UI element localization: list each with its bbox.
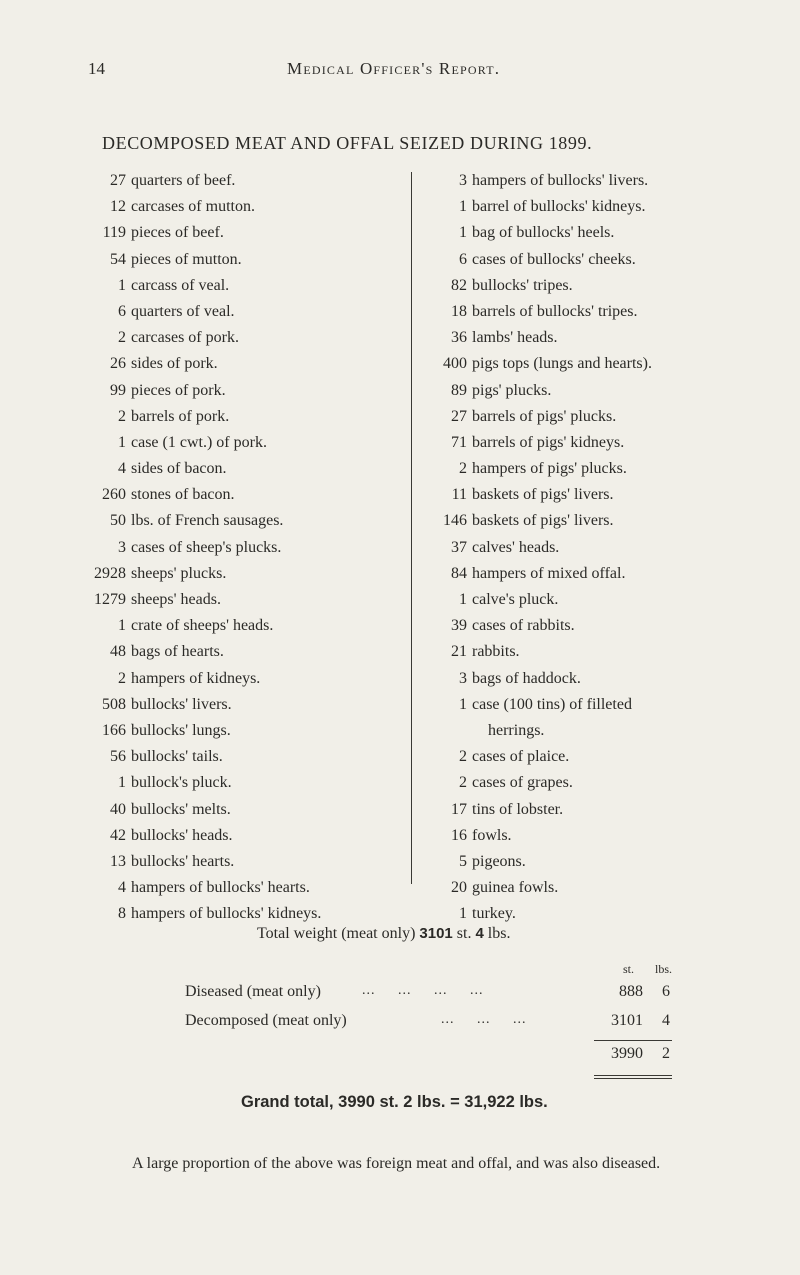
item-quantity: 48: [110, 643, 126, 661]
list-item: [427, 508, 767, 534]
summary-row-st: 3101: [611, 1012, 643, 1029]
item-description: fowls.: [472, 826, 512, 844]
total-weight-lbs: 4: [475, 925, 484, 942]
item-description: pigeons.: [472, 852, 526, 870]
summary-row-label: Diseased (meat only): [185, 983, 321, 1000]
list-item: [427, 273, 767, 299]
list-item: [82, 718, 410, 744]
item-quantity: 50: [110, 512, 126, 530]
item-description: bullocks' livers.: [131, 695, 232, 713]
total-weight-stones: 3101: [419, 925, 453, 942]
item-quantity: 39: [451, 617, 467, 635]
item-quantity: 2: [459, 460, 467, 478]
item-quantity: 2: [459, 774, 467, 792]
item-quantity: 37: [451, 538, 467, 556]
list-item: [82, 770, 410, 796]
right-column-list: [427, 168, 767, 927]
total-weight-st-unit: st.: [456, 925, 472, 942]
list-item: [427, 194, 767, 220]
list-item: [82, 639, 410, 665]
item-description: barrels of pork.: [131, 407, 230, 425]
total-double-rule: [594, 1075, 672, 1076]
summary-row-label: Decomposed (meat only): [185, 1012, 347, 1029]
summary-total-lbs: 2: [662, 1045, 670, 1062]
list-item: [82, 744, 410, 770]
list-item: [82, 299, 410, 325]
item-quantity: 18: [451, 302, 467, 320]
list-item: [82, 823, 410, 849]
item-description: hampers of mixed offal.: [472, 564, 626, 582]
item-quantity: 3: [118, 538, 126, 556]
item-description: hampers of bullocks' livers.: [472, 172, 649, 189]
running-head: Medical Officer's Report.: [287, 59, 501, 78]
list-item: [427, 351, 767, 377]
list-item: [427, 561, 767, 587]
list-item: [427, 168, 767, 194]
item-description: bullocks' lungs.: [131, 721, 231, 739]
list-item: [427, 613, 767, 639]
item-description: bags of hearts.: [131, 643, 224, 661]
list-item: [427, 744, 767, 770]
total-weight-label: Total weight (meat only): [257, 925, 416, 942]
item-quantity: 27: [110, 172, 126, 189]
list-item: [82, 482, 410, 508]
item-quantity: 1: [118, 617, 126, 635]
list-item: [427, 220, 767, 246]
item-quantity: 1: [118, 276, 126, 294]
list-item: [82, 535, 410, 561]
item-description: barrels of pigs' kidneys.: [472, 433, 625, 451]
item-description: hampers of kidneys.: [131, 669, 261, 687]
item-description: carcass of veal.: [131, 276, 230, 294]
item-description: lbs. of French sausages.: [131, 512, 284, 530]
item-description: case (1 cwt.) of pork.: [131, 433, 267, 451]
list-item: [82, 561, 410, 587]
item-description: barrels of bullocks' tripes.: [472, 302, 638, 320]
item-description: pigs' plucks.: [472, 381, 552, 399]
list-item: [427, 325, 767, 351]
item-description: quarters of veal.: [131, 302, 235, 320]
list-item: [427, 875, 767, 901]
list-item: [82, 351, 410, 377]
leader-dots: ... ... ...: [441, 1012, 527, 1027]
item-quantity: 6: [118, 302, 126, 320]
list-item: [427, 404, 767, 430]
list-item: [82, 194, 410, 220]
list-item: [82, 901, 410, 927]
total-double-rule: [594, 1078, 672, 1079]
list-item: [82, 849, 410, 875]
item-quantity: 2: [118, 669, 126, 687]
item-description: pieces of mutton.: [131, 250, 242, 268]
item-quantity: 16: [451, 826, 467, 844]
list-item: [427, 666, 767, 692]
list-item: [82, 247, 410, 273]
item-quantity: 11: [451, 486, 467, 504]
item-quantity: 1: [459, 905, 467, 923]
item-description: bullock's pluck.: [131, 774, 232, 792]
item-quantity: 4: [118, 879, 126, 897]
item-description: cases of rabbits.: [472, 617, 575, 635]
summary-row-st: 888: [619, 983, 643, 1000]
item-quantity: 1279: [94, 591, 126, 608]
leader-dots: ... ... ... ...: [362, 983, 484, 998]
item-quantity: 82: [451, 276, 467, 294]
item-quantity: 12: [110, 198, 126, 216]
item-quantity: 1: [459, 695, 467, 713]
summary-total-st: 3990: [611, 1045, 643, 1062]
item-description: crate of sheeps' heads.: [131, 617, 274, 635]
item-description: sheeps' heads.: [131, 591, 221, 608]
item-quantity: 2: [118, 329, 126, 347]
summary-row-lbs: 4: [662, 1012, 670, 1029]
item-quantity: 84: [451, 564, 467, 582]
item-description: bullocks' heads.: [131, 826, 233, 844]
item-quantity: 3: [459, 669, 467, 687]
item-quantity: 71: [451, 433, 467, 451]
item-quantity: 56: [110, 748, 126, 766]
item-description: bag of bullocks' heels.: [472, 224, 615, 242]
item-quantity: 4: [118, 460, 126, 478]
item-quantity: 400: [443, 355, 467, 373]
item-quantity: 6: [459, 250, 467, 268]
item-description: rabbits.: [472, 643, 520, 661]
item-description: tins of lobster.: [472, 800, 564, 818]
list-item: [427, 535, 767, 561]
list-item: [427, 247, 767, 273]
item-description: turkey.: [472, 905, 516, 923]
list-item: [82, 273, 410, 299]
item-description: quarters of beef.: [131, 172, 236, 189]
list-item: [427, 430, 767, 456]
item-quantity: 1: [459, 591, 467, 608]
item-quantity: 40: [110, 800, 126, 818]
item-quantity: 1: [459, 198, 467, 216]
summary-header-st: st.: [623, 962, 635, 976]
item-description: calves' heads.: [472, 538, 560, 556]
page-number: 14: [88, 59, 105, 78]
item-description: cases of bullocks' cheeks.: [472, 250, 636, 268]
list-item: [427, 797, 767, 823]
list-item: [82, 613, 410, 639]
item-quantity: 1: [118, 774, 126, 792]
item-description: pieces of beef.: [131, 224, 224, 242]
item-description: case (100 tins) of filleted: [472, 695, 632, 713]
list-item: [82, 430, 410, 456]
note-text: A large proportion of the above was foreign meat and offal, and was also diseased.: [132, 1155, 661, 1172]
item-description: cases of plaice.: [472, 748, 570, 766]
item-quantity: 2: [118, 407, 126, 425]
item-description: pigs tops (lungs and hearts).: [472, 355, 652, 373]
item-description: bullocks' melts.: [131, 800, 231, 818]
item-quantity: 99: [110, 381, 126, 399]
item-description: sides of bacon.: [131, 460, 227, 478]
item-description: lambs' heads.: [472, 329, 558, 347]
item-description: bullocks' tripes.: [472, 276, 573, 294]
item-description: hampers of bullocks' hearts.: [131, 879, 310, 897]
item-quantity: 13: [110, 852, 126, 870]
list-item: [427, 378, 767, 404]
list-item: [82, 797, 410, 823]
list-item: [82, 587, 410, 613]
item-description: guinea fowls.: [472, 879, 559, 897]
item-description: hampers of pigs' plucks.: [472, 460, 627, 478]
total-weight-lbs-unit: lbs.: [487, 925, 511, 942]
item-quantity: 27: [451, 407, 467, 425]
list-item: [82, 325, 410, 351]
item-description: barrel of bullocks' kidneys.: [472, 198, 646, 216]
item-quantity: 119: [102, 224, 126, 242]
grand-total: Grand total, 3990 st. 2 lbs. = 31,922 lbs.: [241, 1093, 548, 1111]
item-description: carcases of mutton.: [131, 198, 255, 216]
item-quantity: 36: [451, 329, 467, 347]
list-item: [427, 770, 767, 796]
item-description: bullocks' hearts.: [131, 852, 235, 870]
left-column-list: [82, 168, 410, 927]
closing-note: [99, 1150, 764, 1177]
item-description: sides of pork.: [131, 355, 218, 373]
item-description: baskets of pigs' livers.: [472, 486, 614, 504]
item-quantity: 1: [459, 224, 467, 242]
item-quantity: 8: [118, 905, 126, 923]
list-item: [427, 299, 767, 325]
item-quantity: 508: [102, 695, 126, 713]
item-description: bags of haddock.: [472, 669, 581, 687]
item-description: pieces of pork.: [131, 381, 226, 399]
list-item: [82, 692, 410, 718]
list-item: [82, 666, 410, 692]
item-quantity: 26: [110, 355, 126, 373]
item-description: barrels of pigs' plucks.: [472, 407, 617, 425]
item-quantity: 5: [459, 852, 467, 870]
list-item: [82, 875, 410, 901]
list-item: [427, 901, 767, 927]
summary-header-lbs: lbs.: [655, 962, 673, 976]
item-description: cases of grapes.: [472, 774, 573, 792]
item-description: cases of sheep's plucks.: [131, 538, 282, 556]
list-item: [427, 692, 767, 718]
item-quantity: 2928: [94, 564, 126, 582]
list-item: [82, 378, 410, 404]
item-quantity: 54: [110, 250, 126, 268]
column-divider: [411, 172, 412, 884]
page-heading: DECOMPOSED MEAT AND OFFAL SEIZED DURING 1899.: [102, 133, 593, 153]
list-item: [427, 639, 767, 665]
item-description: stones of bacon.: [131, 486, 235, 504]
list-item: [427, 587, 767, 613]
list-item: [427, 823, 767, 849]
item-quantity: 89: [451, 381, 467, 399]
item-description: hampers of bullocks' kidneys.: [131, 905, 322, 923]
list-item: [427, 718, 767, 744]
list-item: [427, 456, 767, 482]
list-item: [82, 404, 410, 430]
item-quantity: 166: [102, 721, 126, 739]
sum-rule: [594, 1040, 672, 1041]
list-item: [427, 849, 767, 875]
item-description: sheeps' plucks.: [131, 564, 227, 582]
item-quantity: 17: [451, 800, 467, 818]
item-quantity: 146: [443, 512, 467, 530]
list-item: [82, 508, 410, 534]
item-quantity: 42: [110, 826, 126, 844]
item-quantity: 260: [102, 486, 126, 504]
item-quantity: 21: [451, 643, 467, 661]
item-description: baskets of pigs' livers.: [472, 512, 614, 530]
item-description: carcases of pork.: [131, 329, 239, 347]
item-quantity: 1: [118, 433, 126, 451]
list-item: [427, 482, 767, 508]
item-description: calve's pluck.: [472, 591, 559, 608]
item-description: herrings.: [488, 721, 545, 739]
list-item: [82, 168, 410, 194]
item-quantity: 20: [451, 879, 467, 897]
item-quantity: 3: [459, 172, 467, 189]
list-item: [82, 220, 410, 246]
list-item: [82, 456, 410, 482]
item-quantity: 2: [459, 748, 467, 766]
total-weight-line: [257, 925, 510, 943]
summary-row-lbs: 6: [662, 983, 670, 1000]
item-description: bullocks' tails.: [131, 748, 223, 766]
